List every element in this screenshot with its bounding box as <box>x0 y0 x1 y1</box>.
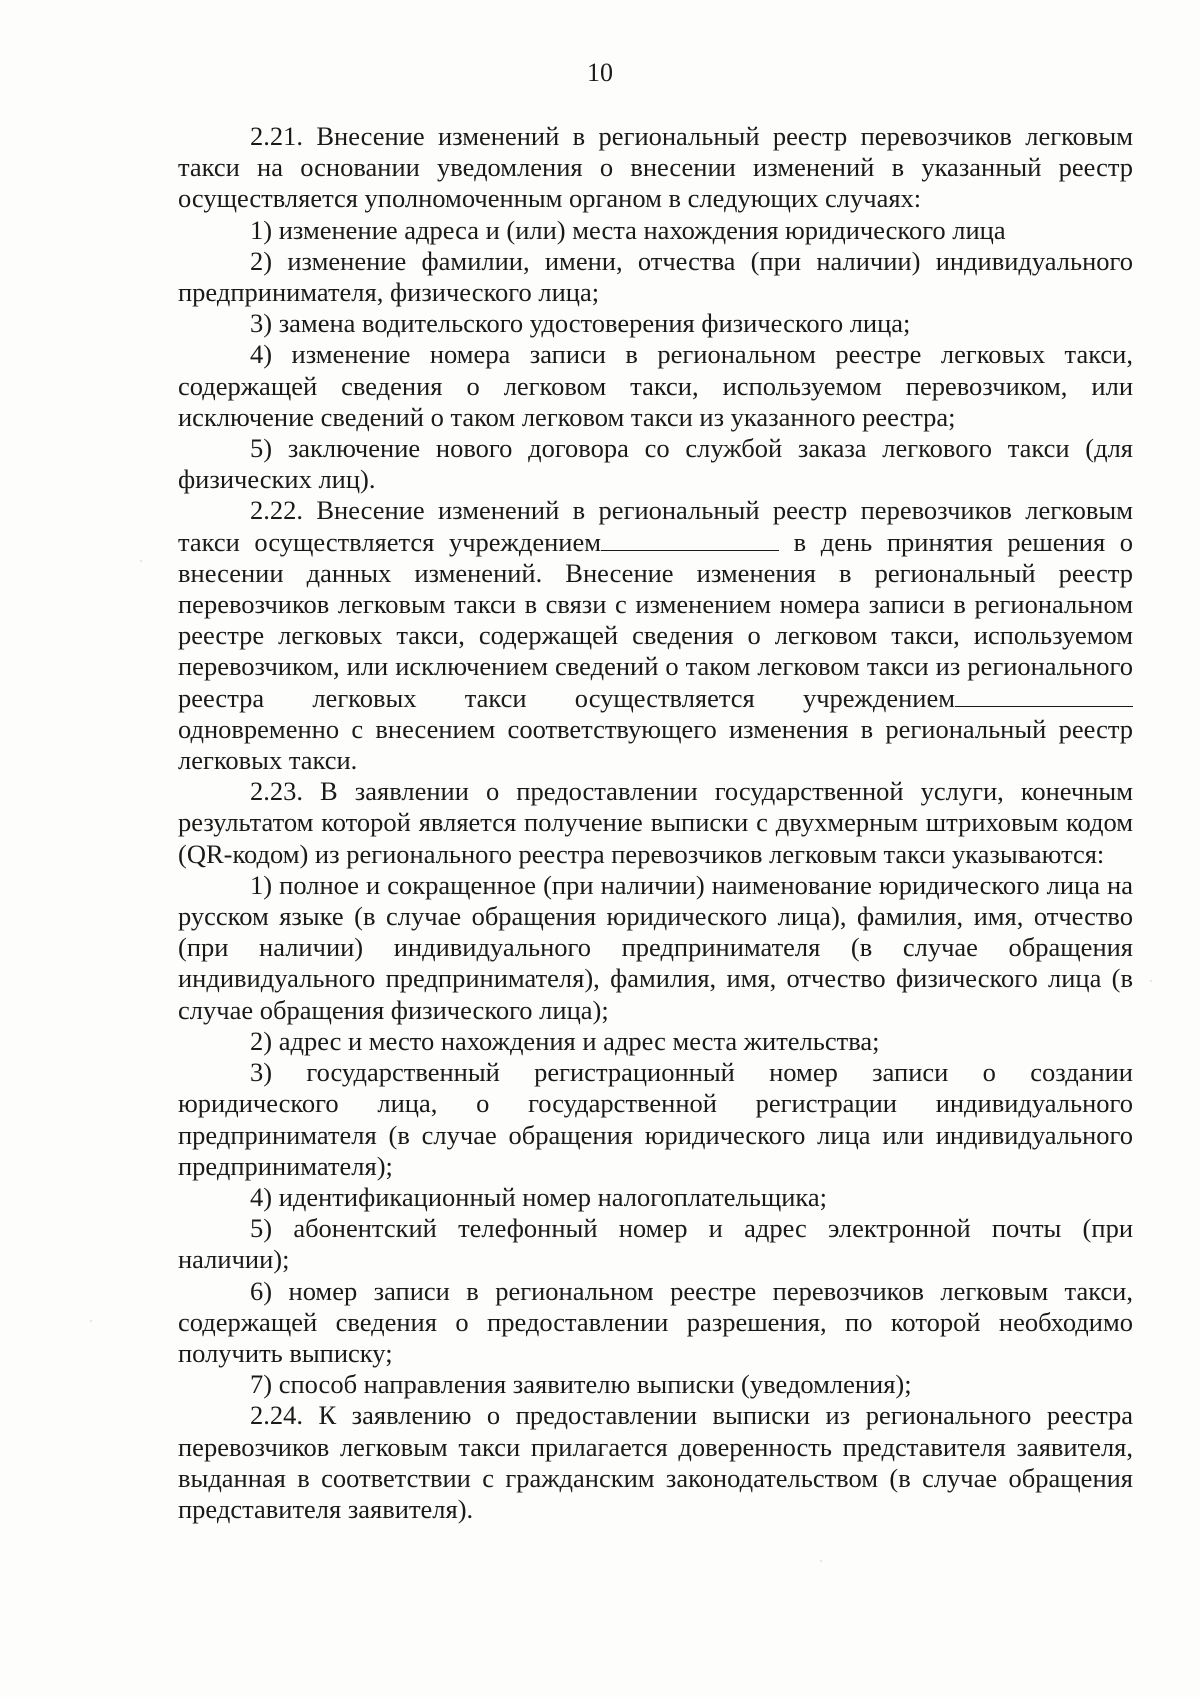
list-item-2-21-2: 2) изменение фамилии, имени, отчества (при наличии) индивидуального предпринимателя, физического лица; <box>178 245 1133 308</box>
list-item-2-21-3: 3) замена водительского удостоверения физического лица; <box>250 308 911 339</box>
scan-speck <box>140 560 142 562</box>
blank-line-institution <box>601 528 779 551</box>
scan-speck <box>90 1320 92 1322</box>
paragraph-2-22-part2: в день принятия решения о внесении данных изменений. Внесение изменения в региональный реестр перевозчиков легковым такси в связи с изменением номера записи в региональном реестре легковых такси, содержащей сведения о легковом такси, используемом перевозчиком, или исключением сведений о таком легковом такси из регионального реестра легковых такси осуществляется учреждением <box>178 526 1133 713</box>
list-item-2-23-5: 5) абонентский телефонный номер и адрес электронной почты (при наличии); <box>178 1213 1133 1275</box>
paragraph-2-23: 2.23. В заявлении о предоставлении государственной услуги, конечным результатом которой является получение выписки с двухмерным штриховым кодом (QR-кодом) из регионального реестра перевозчиков легковым такси указываются: <box>178 776 1133 869</box>
list-item-2-21-4: 4) изменение номера записи в региональном реестре легковых такси, содержащей сведения о легковом такси, используемом перевозчиком, или исключение сведений о таком легковом такси из указанного реестра; <box>178 339 1133 432</box>
list-item-2-23-4: 4) идентификационный номер налогоплательщика; <box>250 1181 828 1212</box>
document-body <box>178 121 1133 1525</box>
list-item-2-21-5: 5) заключение нового договора со службой заказа легкового такси (для физических лиц). <box>178 433 1133 495</box>
paragraph-2-24: 2.24. К заявлению о предоставлении выписки из регионального реестра перевозчиков легковым такси прилагается доверенность представителя заявителя, выданная в соответствии с гражданским законодательством (в случае обращения представителя заявителя). <box>178 1400 1133 1524</box>
list-item-2-23-2: 2) адрес и место нахождения и адрес места жительства; <box>250 1025 880 1056</box>
list-item-2-23-1: 1) полное и сокращенное (при наличии) наименование юридического лица на русском языке (в случае обращения юридического лица), фамилия, имя, отчество (при наличии) индивидуального предпринимателя (в случае обращения индивидуального предпринимателя), фамилия, имя, отчество физического лица (в случае обращения физического лица); <box>178 869 1133 1025</box>
paragraph-2-21: 2.21. Внесение изменений в региональный реестр перевозчиков легковым такси на основании уведомления о внесении изменений в указанный реестр осуществляется уполномоченным органом в следующих случаях: <box>178 121 1133 214</box>
blank-line-institution-2 <box>955 684 1133 707</box>
page-number: 10 <box>587 58 613 87</box>
list-item-2-21-1: 1) изменение адреса и (или) места нахождения юридического лица <box>250 214 1006 245</box>
paragraph-2-22 <box>178 495 1133 776</box>
list-item-2-23-6: 6) номер записи в региональном реестре перевозчиков легковым такси, содержащей сведения о предоставлении разрешения, по которой необходимо получить выписку; <box>178 1275 1133 1368</box>
scan-speck <box>1150 980 1152 982</box>
list-item-2-23-7: 7) способ направления заявителю выписки (уведомления); <box>250 1369 912 1400</box>
paragraph-2-22-part3: одновременно с внесением соответствующего изменения в региональный реестр легковых такси. <box>178 713 1133 776</box>
scan-speck <box>820 1560 822 1562</box>
paragraph-2-22-part1: 2.22. Внесение изменений в региональный реестр перевозчиков легковым такси осуществляется учреждением <box>178 495 1133 557</box>
list-item-2-23-3: 3) государственный регистрационный номер записи о создании юридического лица, о государственной регистрации индивидуального предпринимателя (в случае обращения юридического лица или индивидуального предпринимателя); <box>178 1057 1133 1181</box>
